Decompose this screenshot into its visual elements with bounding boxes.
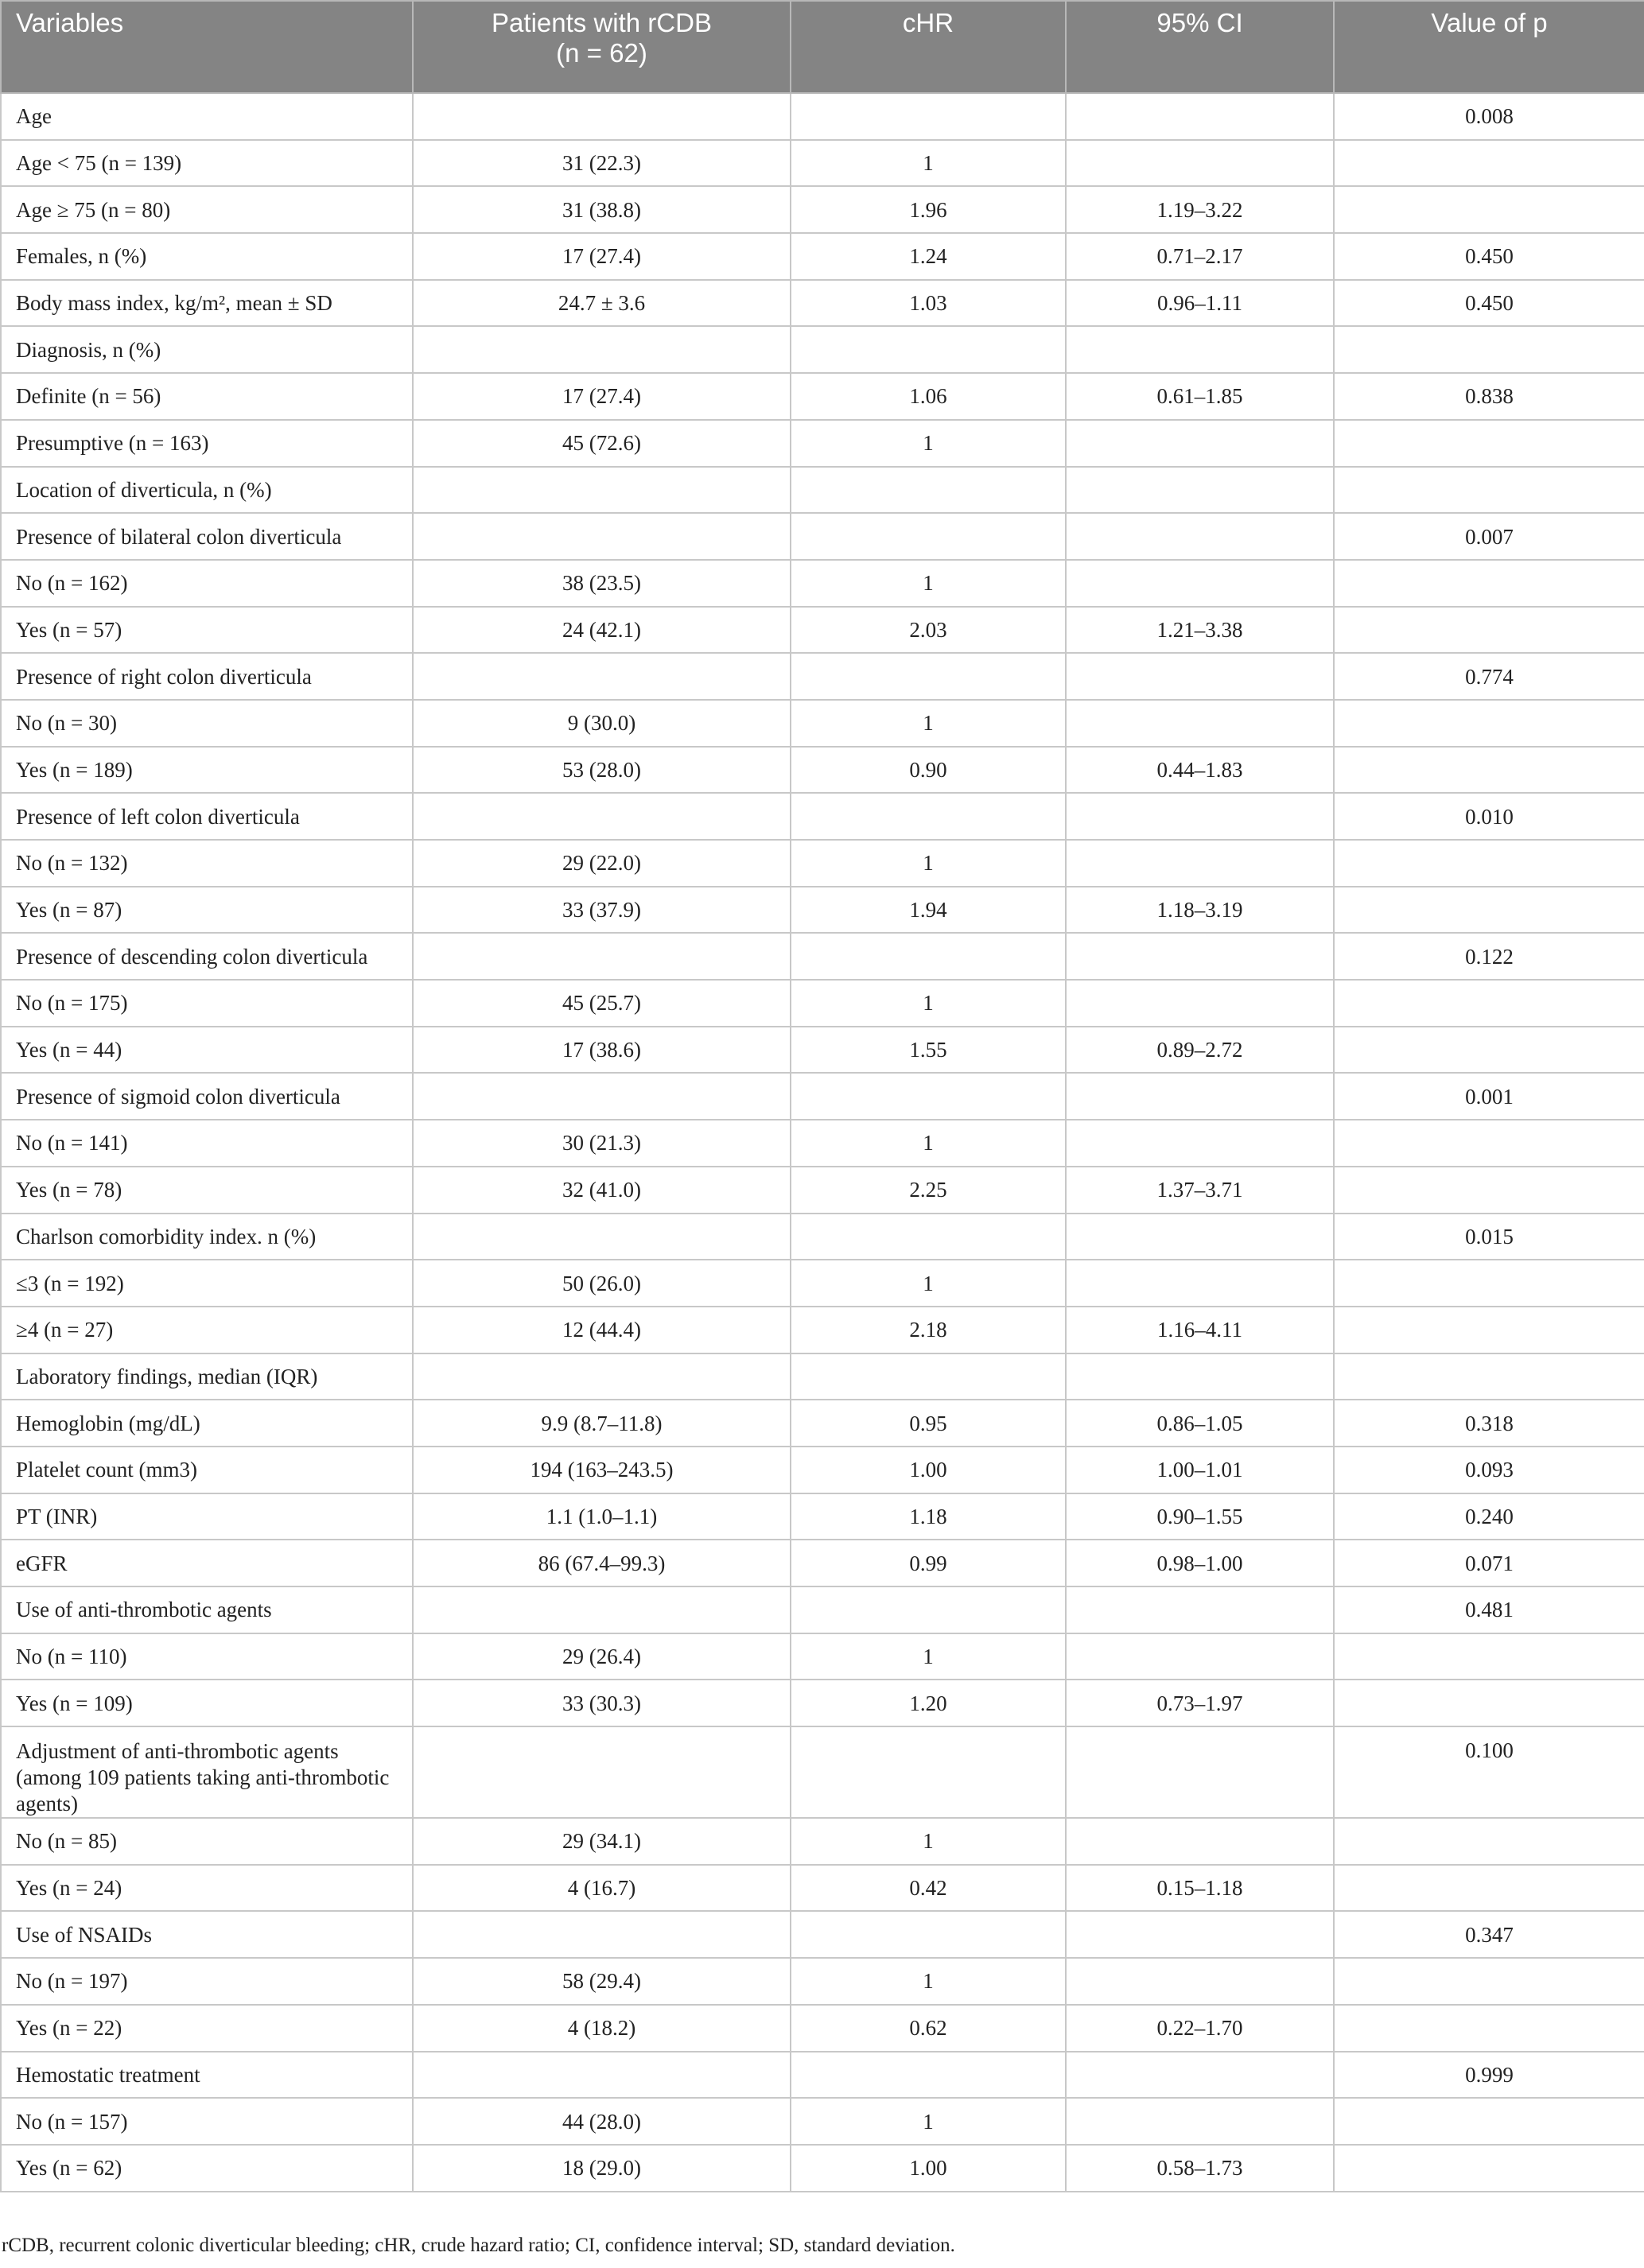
table-row [1,1447,1644,1493]
cell-patients: 45 (25.7) [413,980,791,1027]
cell-p-value [1334,2145,1644,2192]
table-row [1,1214,1644,1260]
cell-ci: 0.96–1.11 [1066,280,1334,327]
cell-chr: 1 [791,420,1066,467]
cell-chr: 1.24 [791,233,1066,280]
table-row [1,1120,1644,1167]
table-row [1,373,1644,420]
cell-ci [1066,1911,1334,1958]
cell-chr: 1.20 [791,1680,1066,1726]
cell-ci [1066,793,1334,840]
table-row [1,326,1644,373]
cell-patients: 86 (67.4–99.3) [413,1540,791,1586]
cell-ci [1066,2098,1334,2145]
table-row [1,1865,1644,1912]
cell-patients: 31 (38.8) [413,186,791,233]
cell-patients: 53 (28.0) [413,747,791,794]
cell-ci: 0.89–2.72 [1066,1027,1334,1074]
header-ci: 95% CI [1066,1,1334,93]
cell-ci: 0.86–1.05 [1066,1400,1334,1447]
cell-p-value: 0.774 [1334,653,1644,700]
cell-chr [791,1353,1066,1400]
table-row [1,1586,1644,1633]
table-row [1,887,1644,934]
table-row [1,1027,1644,1074]
cell-chr: 0.42 [791,1865,1066,1912]
cell-ci: 1.16–4.11 [1066,1307,1334,1353]
cell-patients [413,1586,791,1633]
cell-variable: Definite (n = 56) [1,373,413,420]
cell-variable: ≥4 (n = 27) [1,1307,413,1353]
cell-chr [791,513,1066,560]
table-row [1,233,1644,280]
cell-ci [1066,513,1334,560]
cell-variable: No (n = 85) [1,1818,413,1865]
cell-ci: 0.44–1.83 [1066,747,1334,794]
cell-patients [413,513,791,560]
cell-patients: 194 (163–243.5) [413,1447,791,1493]
cell-chr: 2.03 [791,607,1066,654]
cell-p-value [1334,1260,1644,1307]
cell-chr: 1 [791,980,1066,1027]
cell-patients [413,2052,791,2099]
cell-variable: No (n = 157) [1,2098,413,2145]
cell-p-value [1334,1865,1644,1912]
cell-patients [413,1911,791,1958]
cell-variable: Location of diverticula, n (%) [1,467,413,514]
cell-variable: Hemoglobin (mg/dL) [1,1400,413,1447]
table-row [1,933,1644,980]
cell-p-value [1334,1680,1644,1726]
cell-ci [1066,1586,1334,1633]
cell-patients: 38 (23.5) [413,560,791,607]
cell-ci [1066,1260,1334,1307]
table-row [1,1911,1644,1958]
cell-chr: 1 [791,140,1066,187]
cell-variable: Use of anti-thrombotic agents [1,1586,413,1633]
cell-chr [791,933,1066,980]
cell-p-value: 0.999 [1334,2052,1644,2099]
cell-ci: 0.98–1.00 [1066,1540,1334,1586]
cell-chr: 2.18 [791,1307,1066,1353]
table-row [1,1167,1644,1214]
cell-chr: 1 [791,1633,1066,1680]
cell-variable: Presence of sigmoid colon diverticula [1,1073,413,1120]
cell-p-value: 0.071 [1334,1540,1644,1586]
cell-variable: No (n = 110) [1,1633,413,1680]
cell-p-value: 0.450 [1334,280,1644,327]
cell-p-value: 0.001 [1334,1073,1644,1120]
table-row [1,2098,1644,2145]
cell-patients [413,933,791,980]
cell-variable: Age ≥ 75 (n = 80) [1,186,413,233]
cell-patients: 30 (21.3) [413,1120,791,1167]
table-row [1,1307,1644,1353]
cell-variable: No (n = 162) [1,560,413,607]
cell-variable: Body mass index, kg/m², mean ± SD [1,280,413,327]
cell-p-value [1334,467,1644,514]
cell-variable: No (n = 197) [1,1958,413,2005]
cell-variable: Platelet count (mm3) [1,1447,413,1493]
table-row [1,1633,1644,1680]
cell-variable: Laboratory findings, median (IQR) [1,1353,413,1400]
cell-chr: 1.03 [791,280,1066,327]
cell-ci: 0.90–1.55 [1066,1493,1334,1540]
cell-variable: Yes (n = 189) [1,747,413,794]
cell-ci [1066,980,1334,1027]
cell-ci [1066,1120,1334,1167]
table-row [1,420,1644,467]
table-footnote: rCDB, recurrent colonic diverticular bleeding; cHR, crude hazard ratio; CI, confidence interval; SD, standard deviation. [2,2235,955,2256]
cell-patients: 44 (28.0) [413,2098,791,2145]
cell-p-value [1334,1167,1644,1214]
header-chr: cHR [791,1,1066,93]
cell-chr [791,2052,1066,2099]
cell-patients [413,467,791,514]
cell-ci [1066,1633,1334,1680]
table-row [1,1680,1644,1726]
cell-chr: 1.18 [791,1493,1066,1540]
cell-p-value [1334,700,1644,747]
cell-chr [791,1726,1066,1818]
cell-variable: Presence of left colon diverticula [1,793,413,840]
cell-p-value: 0.010 [1334,793,1644,840]
cell-chr: 0.90 [791,747,1066,794]
table-row [1,793,1644,840]
cell-chr: 1.94 [791,887,1066,934]
table-row [1,93,1644,140]
cell-ci: 1.37–3.71 [1066,1167,1334,1214]
cell-patients [413,1214,791,1260]
cell-p-value [1334,1818,1644,1865]
table-body [1,93,1644,2192]
cell-p-value [1334,840,1644,887]
cell-chr [791,793,1066,840]
cell-ci [1066,1353,1334,1400]
cell-p-value: 0.015 [1334,1214,1644,1260]
table-row [1,1818,1644,1865]
table-row [1,513,1644,560]
cell-ci [1066,420,1334,467]
cell-p-value: 0.093 [1334,1447,1644,1493]
cell-chr: 1.00 [791,2145,1066,2192]
cell-ci: 1.19–3.22 [1066,186,1334,233]
cell-chr [791,653,1066,700]
cell-variable: Yes (n = 78) [1,1167,413,1214]
table-row [1,280,1644,327]
cell-variable: Yes (n = 22) [1,2005,413,2052]
cell-patients: 9 (30.0) [413,700,791,747]
cell-ci [1066,1958,1334,2005]
cell-ci: 1.18–3.19 [1066,887,1334,934]
table-row [1,1540,1644,1586]
cell-variable: Yes (n = 87) [1,887,413,934]
cell-patients [413,1726,791,1818]
cell-patients: 17 (38.6) [413,1027,791,1074]
table-row [1,653,1644,700]
cell-p-value [1334,1633,1644,1680]
cell-patients: 32 (41.0) [413,1167,791,1214]
cell-patients: 17 (27.4) [413,233,791,280]
cell-variable: No (n = 30) [1,700,413,747]
table-row [1,607,1644,654]
cell-patients: 17 (27.4) [413,373,791,420]
cell-chr: 2.25 [791,1167,1066,1214]
cell-ci [1066,2052,1334,2099]
cell-p-value [1334,2005,1644,2052]
table-row [1,2005,1644,2052]
cell-patients: 50 (26.0) [413,1260,791,1307]
cell-chr [791,1214,1066,1260]
cell-chr [791,1073,1066,1120]
cell-ci [1066,933,1334,980]
table-row [1,2052,1644,2099]
cell-ci [1066,1073,1334,1120]
cell-ci: 0.58–1.73 [1066,2145,1334,2192]
cell-ci: 0.73–1.97 [1066,1680,1334,1726]
cell-chr: 1 [791,840,1066,887]
cell-p-value [1334,747,1644,794]
table-row [1,186,1644,233]
cell-patients [413,653,791,700]
table-row [1,840,1644,887]
cell-ci [1066,1726,1334,1818]
cell-p-value: 0.318 [1334,1400,1644,1447]
cell-chr: 0.95 [791,1400,1066,1447]
cell-chr: 1 [791,1120,1066,1167]
table-row [1,980,1644,1027]
cell-chr: 1 [791,1958,1066,2005]
cell-p-value [1334,1120,1644,1167]
table-row [1,1353,1644,1400]
cell-patients: 29 (34.1) [413,1818,791,1865]
cell-p-value [1334,2098,1644,2145]
cell-variable: Age [1,93,413,140]
cell-p-value [1334,980,1644,1027]
cell-patients [413,1073,791,1120]
cell-ci [1066,653,1334,700]
cell-ci: 0.22–1.70 [1066,2005,1334,2052]
cell-ci [1066,840,1334,887]
cell-variable: Hemostatic treatment [1,2052,413,2099]
cell-patients: 29 (26.4) [413,1633,791,1680]
cell-variable: No (n = 175) [1,980,413,1027]
cell-p-value [1334,326,1644,373]
cell-p-value: 0.122 [1334,933,1644,980]
cell-patients: 1.1 (1.0–1.1) [413,1493,791,1540]
table-row [1,1726,1644,1818]
cell-ci: 0.15–1.18 [1066,1865,1334,1912]
cell-chr: 1.55 [791,1027,1066,1074]
table-row [1,140,1644,187]
cell-variable: Yes (n = 109) [1,1680,413,1726]
cell-patients: 33 (30.3) [413,1680,791,1726]
cell-chr [791,1911,1066,1958]
cell-chr: 1 [791,1818,1066,1865]
cell-p-value [1334,1307,1644,1353]
cell-chr: 1 [791,1260,1066,1307]
cell-p-value [1334,1353,1644,1400]
cell-p-value [1334,1027,1644,1074]
table-row [1,1073,1644,1120]
cell-variable: Yes (n = 24) [1,1865,413,1912]
cell-variable: Yes (n = 57) [1,607,413,654]
cell-patients: 29 (22.0) [413,840,791,887]
cell-chr [791,326,1066,373]
cell-ci [1066,140,1334,187]
cell-chr: 1.96 [791,186,1066,233]
cell-p-value: 0.347 [1334,1911,1644,1958]
header-patients-line1: Patients with rCDB [492,8,712,37]
cell-ci: 0.71–2.17 [1066,233,1334,280]
cell-ci: 1.21–3.38 [1066,607,1334,654]
cell-p-value: 0.481 [1334,1586,1644,1633]
cell-variable: ≤3 (n = 192) [1,1260,413,1307]
table-row [1,1493,1644,1540]
table-row [1,2145,1644,2192]
cell-chr: 1 [791,560,1066,607]
cell-p-value [1334,140,1644,187]
cell-patients: 31 (22.3) [413,140,791,187]
cell-patients: 18 (29.0) [413,2145,791,2192]
cell-ci: 0.61–1.85 [1066,373,1334,420]
table-row [1,1260,1644,1307]
cell-p-value [1334,887,1644,934]
cell-patients [413,93,791,140]
cell-p-value [1334,560,1644,607]
cell-variable: Presence of right colon diverticula [1,653,413,700]
cell-chr: 0.62 [791,2005,1066,2052]
cell-chr [791,1586,1066,1633]
cell-ci [1066,1818,1334,1865]
cell-patients: 4 (16.7) [413,1865,791,1912]
cell-patients: 9.9 (8.7–11.8) [413,1400,791,1447]
cell-chr: 1.00 [791,1447,1066,1493]
cell-variable: No (n = 141) [1,1120,413,1167]
cell-variable: Presence of bilateral colon diverticula [1,513,413,560]
cell-chr: 1 [791,2098,1066,2145]
cell-variable: eGFR [1,1540,413,1586]
cell-variable: PT (INR) [1,1493,413,1540]
cell-p-value [1334,420,1644,467]
header-patients-line2: (n = 62) [556,38,647,68]
cell-patients [413,793,791,840]
cell-p-value: 0.100 [1334,1726,1644,1818]
cell-ci: 1.00–1.01 [1066,1447,1334,1493]
cell-ci [1066,326,1334,373]
cell-variable: Females, n (%) [1,233,413,280]
cell-chr [791,467,1066,514]
cell-p-value: 0.450 [1334,233,1644,280]
cell-p-value: 0.007 [1334,513,1644,560]
header-variables: Variables [1,1,413,93]
table-row [1,467,1644,514]
cell-ci [1066,700,1334,747]
cell-p-value: 0.838 [1334,373,1644,420]
cell-patients: 12 (44.4) [413,1307,791,1353]
cell-chr: 1 [791,700,1066,747]
cell-patients: 33 (37.9) [413,887,791,934]
header-patients [413,1,791,93]
cell-ci [1066,1214,1334,1260]
cell-patients: 58 (29.4) [413,1958,791,2005]
cell-chr: 1.06 [791,373,1066,420]
cell-p-value: 0.008 [1334,93,1644,140]
cell-ci [1066,93,1334,140]
table-row [1,1400,1644,1447]
cell-variable: Charlson comorbidity index. n (%) [1,1214,413,1260]
cell-p-value [1334,607,1644,654]
cell-patients [413,326,791,373]
header-row [1,1,1644,93]
cell-patients [413,1353,791,1400]
table-row [1,747,1644,794]
cell-variable: Use of NSAIDs [1,1911,413,1958]
cell-patients: 45 (72.6) [413,420,791,467]
cell-chr [791,93,1066,140]
cell-ci [1066,560,1334,607]
cell-chr: 0.99 [791,1540,1066,1586]
cell-p-value [1334,1958,1644,2005]
cell-ci [1066,467,1334,514]
cell-variable: Presence of descending colon diverticula [1,933,413,980]
cell-variable: Adjustment of anti-thrombotic agents (among 109 patients taking anti-thrombotic agents) [1,1726,413,1818]
cell-variable: Yes (n = 62) [1,2145,413,2192]
cell-patients: 4 (18.2) [413,2005,791,2052]
cell-variable: Presumptive (n = 163) [1,420,413,467]
cell-variable: No (n = 132) [1,840,413,887]
cell-variable: Yes (n = 44) [1,1027,413,1074]
table-row [1,1958,1644,2005]
cell-patients: 24.7 ± 3.6 [413,280,791,327]
cell-p-value: 0.240 [1334,1493,1644,1540]
table-row [1,700,1644,747]
cell-p-value [1334,186,1644,233]
cell-variable: Diagnosis, n (%) [1,326,413,373]
table-row [1,560,1644,607]
cell-patients: 24 (42.1) [413,607,791,654]
cell-variable: Age < 75 (n = 139) [1,140,413,187]
header-p-value: Value of p [1334,1,1644,93]
